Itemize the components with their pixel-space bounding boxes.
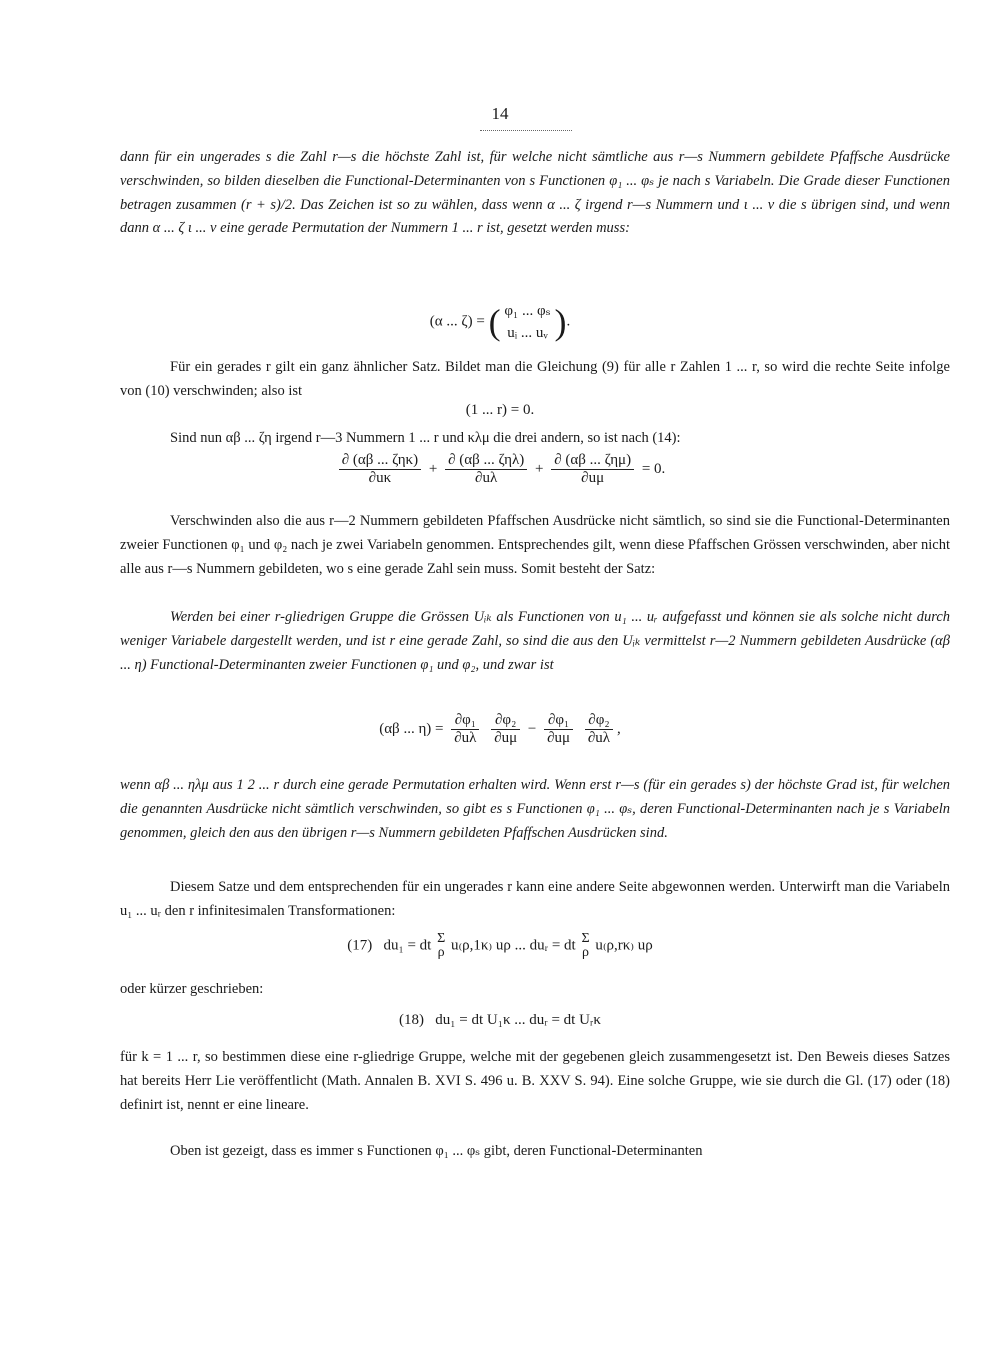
fraction-denominator: ∂uμ (494, 730, 518, 746)
equation-vanishing: (1 ... r) = 0. (465, 402, 535, 418)
sum-index: ρ (437, 945, 445, 960)
fraction-lambda-numerator: ∂ (αβ ... ζηλ) (445, 452, 527, 470)
fraction-phi1-mu (544, 712, 573, 747)
paragraph-theorem: Werden bei einer r-gliedrigen Gruppe die Grössen Uᵢₖ als Functionen von u₁ ... uᵣ aufgefasst und können sie als solche nicht durch weniger Variabele dargestellt werden, und ist r eine gerade Zahl, so sind die aus den Uᵢₖ vermittelst r—2 Nummern gebildeten Ausdrücke (αβ ... η) Functional-Determinanten zweier Functionen φ₁ und φ₂, und zwar ist (120, 609, 950, 673)
equation-17-label: (17) (347, 937, 373, 954)
paragraph-shorter: oder kürzer geschrieben: (120, 981, 264, 997)
equation-jacobian: (αβ ... η) = $\frac{\text{∂φ₁}}{\partial u\lambda}$ $\frac{\text{∂φ₂}}{\partial u\mu}$ − $\frac{\text{∂φ₁}}{\partial u\mu}$ $\frac{\text{∂φ₂}}{\partial u\lambda}$ , (379, 712, 621, 746)
fraction-mu-numerator: ∂ (αβ ... ζημ) (551, 452, 634, 470)
right-paren-icon: ) (554, 302, 567, 342)
paragraph-two-functions: Verschwinden also die aus r—2 Nummern gebildeten Pfaffschen Ausdrücke nicht sämtlich, so sind sie die Functional-Determinanten zweier Functionen φ₁ und φ₂ nach je zwei Variabeln genommen. Entsprechendes gilt, wenn diese Pfaffschen Grössen verschwinden, aber nicht alle aus r—s Nummern gebildeten, wo s eine gerade Zahl sein muss. Somit besteht der Satz: (120, 513, 950, 577)
equation-determinant-lhs: (α ... ζ) = (429, 313, 485, 330)
paragraph-three-others: Sind nun αβ ... ζη irgend r—3 Nummern 1 ... r und κλμ die drei andern, so ist nach (14): (170, 430, 681, 446)
sum-operator (437, 932, 445, 960)
page-number-rule (480, 130, 572, 131)
fraction-denominator: ∂uλ (454, 730, 477, 746)
fraction-numerator: ∂φ₂ (585, 712, 613, 730)
fraction-phi2-lambda (585, 712, 613, 747)
paragraph-even-r: Für ein gerades r gilt ein ganz ähnlicher Satz. Bildet man die Gleichung (9) für alle r Zahlen 1 ... r, so wird die rechte Seite infolge von (10) verschwinden; also ist (120, 359, 950, 399)
plus-sign: + (428, 460, 438, 477)
equation-17-part-b: u₍ρ,1κ₎ uρ ... duᵣ = dt (450, 937, 576, 954)
fraction-kappa-denominator: ∂uκ (368, 470, 392, 486)
equation-17-part-c: u₍ρ,rκ₎ uρ (595, 937, 653, 954)
left-paren-icon: ( (488, 302, 501, 342)
paragraph-theorem-continuation: dann für ein ungerades s die Zahl r—s die höchste Zahl ist, für welche nicht sämtliche aus r—s Nummern gebildete Pfaffsche Ausdrücke verschwinden, so bilden dieselben die Functional-Determinanten von s Functionen φ₁ ... φₛ je nach s Variabeln. Die Grade dieser Functionen betragen zusammen (r + s)/2. Das Zeichen ist so zu wählen, dass wenn α ... ζ irgend r—s Nummern und ι ... ν die s übrigen sind, und wenn dann α ... ζ ι ... ν eine gerade Permutation der Nummern 1 ... r ist, gesetzt werden muss: (120, 149, 950, 237)
fraction-denominator: ∂uλ (587, 730, 611, 746)
equation-18-body: du₁ = dt U₁κ ... duᵣ = dt Uᵣκ (435, 1012, 601, 1028)
equation-jacobian-lhs: (αβ ... η) = (379, 720, 444, 737)
sum-operator (581, 932, 589, 960)
paragraph-transformations: Diesem Satze und dem entsprechenden für ein ungerades r kann eine andere Seite abgewonnen werden. Unterwirft man die Variabeln u₁ ... uᵣ den r infinitesimalen Transformationen: (120, 879, 950, 919)
fraction-numerator: ∂φ₁ (544, 712, 573, 730)
sigma-icon: Σ (437, 931, 446, 946)
fraction-phi2-mu (491, 712, 520, 747)
equation-17 (0, 932, 1000, 960)
fraction-denominator: ∂uμ (547, 730, 571, 746)
equation-sum-derivatives (0, 452, 1000, 487)
fraction-numerator: ∂φ₂ (491, 712, 520, 730)
sum-index: ρ (582, 945, 590, 960)
determinant-functions: φ₁ ... φₛ (504, 303, 551, 319)
equation-sum-rhs: = 0. (641, 460, 666, 477)
fraction-lambda-denominator: ∂uλ (475, 470, 498, 486)
equation-determinant: (α ... ζ) = ( φ₁ ... φₛ uᵢ ... uᵥ ). (429, 302, 571, 342)
fraction-mu (551, 452, 634, 487)
fraction-lambda (445, 452, 527, 487)
paragraph-linear-group: für k = 1 ... r, so bestimmen diese eine r-gliedrige Gruppe, welche mit der gegebenen gleich zusammengesetzt ist. Den Beweis dieses Satzes hat bereits Herr Lie veröffentlicht (Math. Annalen B. XVI S. 496 u. B. XXV S. 94). Eine solche Gruppe, wie sie durch die Gl. (17) oder (18) definirt ist, nennt er eine lineare. (120, 1049, 950, 1113)
paragraph-final: Oben ist gezeigt, dass es immer s Functionen φ₁ ... φₛ gibt, deren Functional-Determinanten (170, 1143, 703, 1159)
fraction-numerator: ∂φ₁ (451, 712, 479, 730)
paragraph-permutation: wenn αβ ... ηλμ aus 1 2 ... r durch eine gerade Permutation erhalten wird. Wenn erst r—s (für ein gerades s) der höchste Grad ist, für welchen die genannten Ausdrücke nicht sämtlich verschwinden, so gibt es s Functionen φ₁ ... φₛ, deren Functional-Determinanten nach je s Variabeln genommen, gleich den aus den übrigen r—s Nummern gebildeten Pfaffschen Ausdrücken sind. (120, 777, 950, 841)
fraction-phi1-lambda (451, 712, 479, 747)
fraction-mu-denominator: ∂uμ (581, 470, 605, 486)
equation-18-label: (18) (399, 1012, 425, 1028)
fraction-kappa-numerator: ∂ (αβ ... ζηκ) (339, 452, 421, 470)
determinant-variables: uᵢ ... uᵥ (507, 325, 548, 341)
sigma-icon: Σ (581, 931, 590, 946)
equation-18 (0, 1012, 1000, 1029)
equation-17-part-a: du₁ = dt (383, 937, 432, 954)
page-number: 14 (491, 104, 509, 123)
plus-sign: + (534, 460, 544, 477)
fraction-kappa (339, 452, 421, 487)
minus-sign: − (527, 720, 537, 737)
determinant-stack (504, 300, 550, 344)
